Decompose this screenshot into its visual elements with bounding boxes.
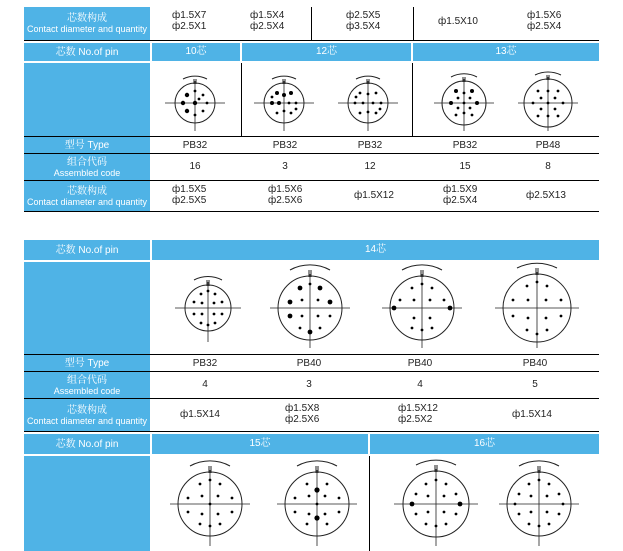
contact-value: ф1.5X6 ф2.5X6 — [268, 184, 303, 206]
contact-value: ф1.5X4 ф2.5X4 — [250, 10, 285, 32]
type-value: PB48 — [535, 140, 561, 151]
pin-diagram-14c — [380, 266, 464, 350]
code-value: 8 — [545, 161, 551, 172]
contact-value: ф1.5X8 ф2.5X6 — [285, 403, 320, 425]
type-value: PB32 — [452, 140, 478, 151]
pin-diagram-13b — [516, 71, 580, 135]
contact-label-2: 芯数构成 Contact diameter and quantity — [24, 399, 150, 431]
contact-value: ф1.5X5 ф2.5X5 — [172, 184, 207, 206]
code-value: 12 — [364, 161, 376, 172]
code-value: 3 — [306, 379, 312, 390]
code-label: 组合代码 Assembled code — [24, 154, 150, 180]
type-label-2: 型号 Type — [24, 355, 150, 371]
label-spacer — [24, 456, 150, 551]
pin-label-2: 芯数 No.of pin — [24, 240, 150, 260]
pin-label: 芯数 No.of pin — [24, 43, 150, 61]
pin-diagram-12a — [252, 71, 316, 135]
pin-label-3: 芯数 No.of pin — [24, 434, 150, 454]
pin-diagram-15b — [275, 462, 359, 546]
divider — [413, 7, 414, 40]
divider — [24, 211, 599, 212]
group-header-15: 15芯 — [152, 434, 368, 454]
contact-label-top: 芯数构成 Contact diameter and quantity — [24, 7, 150, 40]
pin-diagram-13a — [432, 71, 496, 135]
group-header-10: 10芯 — [152, 43, 240, 61]
contact-value: ф2.5X5 ф3.5X4 — [346, 10, 381, 32]
group-header-14: 14芯 — [152, 240, 599, 260]
contact-label: 芯数构成 Contact diameter and quantity — [24, 181, 150, 211]
type-value: PB40 — [296, 358, 322, 369]
type-value: PB32 — [182, 140, 208, 151]
type-value: PB40 — [522, 358, 548, 369]
code-value: 4 — [417, 379, 423, 390]
pin-diagram-14d — [493, 266, 581, 350]
pin-diagram-16b — [497, 462, 581, 546]
contact-value: ф1.5X14 — [512, 409, 552, 420]
contact-value: ф1.5X12 — [354, 190, 394, 201]
divider — [241, 63, 242, 136]
contact-value: ф2.5X13 — [526, 190, 566, 201]
contact-value: ф1.5X10 — [438, 16, 478, 27]
contact-value: ф1.5X9 ф2.5X4 — [443, 184, 478, 206]
type-value: PB32 — [272, 140, 298, 151]
pin-diagram-10 — [163, 71, 227, 135]
type-value: PB40 — [407, 358, 433, 369]
type-value: PB32 — [192, 358, 218, 369]
contact-value: ф1.5X12 ф2.5X2 — [398, 403, 438, 425]
group-header-16: 16芯 — [370, 434, 599, 454]
type-value: PB32 — [357, 140, 383, 151]
divider — [24, 40, 599, 41]
type-label: 型号 Type — [24, 137, 150, 153]
code-label-2: 组合代码 Assembled code — [24, 372, 150, 398]
label-spacer — [24, 63, 150, 136]
group-header-12: 12芯 — [242, 43, 411, 61]
divider — [24, 431, 599, 432]
code-value: 15 — [459, 161, 471, 172]
group-header-13: 13芯 — [413, 43, 599, 61]
contact-value: ф1.5X14 — [180, 409, 220, 420]
pin-diagram-14a — [173, 270, 243, 346]
code-value: 3 — [282, 161, 288, 172]
pin-diagram-12b — [336, 71, 400, 135]
code-value: 16 — [189, 161, 201, 172]
code-value: 5 — [532, 379, 538, 390]
contact-value: ф1.5X6 ф2.5X4 — [527, 10, 562, 32]
code-value: 4 — [202, 379, 208, 390]
pin-diagram-14b — [268, 266, 352, 350]
divider — [412, 63, 413, 136]
pin-diagram-15a — [168, 462, 252, 546]
divider — [311, 7, 312, 40]
divider — [369, 456, 370, 551]
contact-value: ф1.5X7 ф2.5X1 — [172, 10, 207, 32]
label-spacer — [24, 262, 150, 354]
pin-diagram-16a — [392, 462, 480, 546]
